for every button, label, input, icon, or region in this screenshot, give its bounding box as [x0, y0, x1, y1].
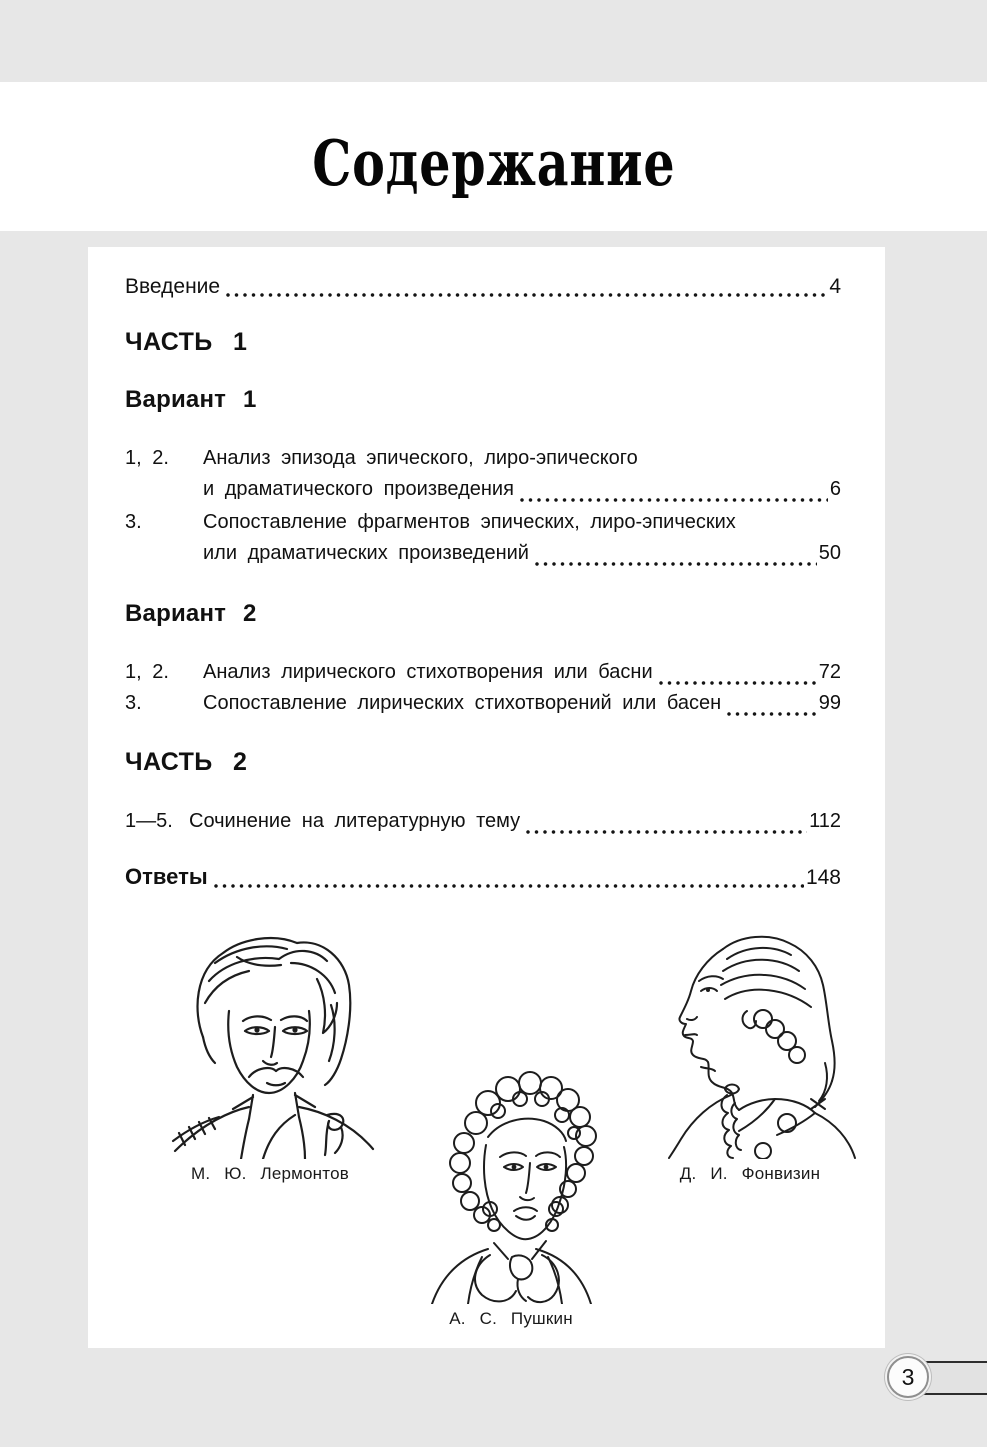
dot-leader [225, 274, 827, 300]
toc-page-number: 50 [818, 542, 841, 564]
toc-entry-4 [125, 688, 841, 719]
toc-page-number: 148 [805, 866, 841, 889]
dot-leader [213, 864, 804, 891]
variant-2-heading: Вариант 2 [125, 600, 257, 627]
portrait-pushkin [416, 1059, 606, 1329]
table-of-contents [125, 274, 841, 891]
toc-entry-text: Анализ лирического стихотворения или басни [203, 661, 653, 683]
toc-entry-number: 1, 2. [125, 661, 169, 683]
toc-entry-3 [125, 657, 841, 688]
dot-leader [519, 474, 828, 505]
part-2-heading: ЧАСТЬ 2 [125, 748, 248, 776]
dot-leader [658, 657, 817, 688]
fonvizin-portrait-drawing [635, 923, 865, 1159]
portrait-caption-pushkin: А. С. Пушкин [449, 1309, 573, 1328]
toc-entry-last-line [203, 657, 841, 688]
page-number: 3 [901, 1363, 915, 1390]
toc-entry-line: Анализ эпизода эпического, лиро-эпического [203, 447, 638, 469]
toc-entry-text: и драматического произведения [203, 478, 514, 500]
toc-entry-number: 1, 2. [125, 447, 169, 469]
toc-entry-last-line [203, 474, 841, 505]
pushkin-portrait-drawing [424, 1059, 599, 1304]
toc-entry-body [203, 688, 841, 719]
toc-entry-text: Сочинение на литературную тему [189, 810, 521, 832]
toc-label: Введение [125, 275, 221, 298]
portrait-caption-lermontov: М. Ю. Лермонтов [191, 1164, 349, 1183]
toc-page-number: 72 [818, 661, 841, 683]
footer-rule-bottom [912, 1393, 987, 1395]
dot-leader [525, 806, 807, 837]
lermontov-portrait-drawing [145, 919, 395, 1159]
toc-entry-2 [125, 507, 841, 569]
toc-entry-number: 1—5. [125, 810, 173, 832]
toc-entry-5 [125, 806, 841, 837]
portrait-lermontov [140, 919, 400, 1184]
toc-entry-1 [125, 443, 841, 505]
part-1-heading: ЧАСТЬ 1 [125, 328, 248, 356]
toc-entry-number: 3. [125, 692, 142, 714]
toc-entry-body [189, 806, 841, 837]
dot-leader [726, 688, 817, 719]
portrait-caption-fonvizin: Д. И. Фонвизин [679, 1164, 821, 1183]
toc-entry-last-line [203, 688, 841, 719]
toc-page-number: 99 [818, 692, 841, 714]
toc-entry-body [203, 443, 841, 505]
toc-entry-last-line [203, 538, 841, 569]
toc-entry-body [203, 507, 841, 569]
dot-leader [534, 538, 817, 569]
toc-entry-line: Сопоставление фрагментов эпических, лиро-эпических [203, 511, 736, 533]
toc-entry-number: 3. [125, 511, 142, 533]
title-band [0, 82, 987, 231]
page-number-circle [887, 1356, 929, 1398]
toc-label: Ответы [125, 864, 208, 889]
toc-entry-text: Сопоставление лирических стихотворений или басен [203, 692, 722, 714]
toc-row-introduction [125, 274, 841, 300]
portrait-fonvizin [630, 923, 870, 1184]
content-panel [88, 247, 885, 1348]
toc-page-number: 4 [829, 275, 841, 298]
variant-1-heading: Вариант 1 [125, 386, 257, 413]
toc-entry-text: или драматических произведений [203, 542, 529, 564]
toc-page-number: 112 [809, 810, 841, 832]
toc-row-answers [125, 864, 841, 891]
toc-page-number: 6 [829, 478, 841, 500]
toc-entry-last-line [189, 806, 841, 837]
toc-entry-body [203, 657, 841, 688]
page-title: Содержание [311, 125, 676, 200]
